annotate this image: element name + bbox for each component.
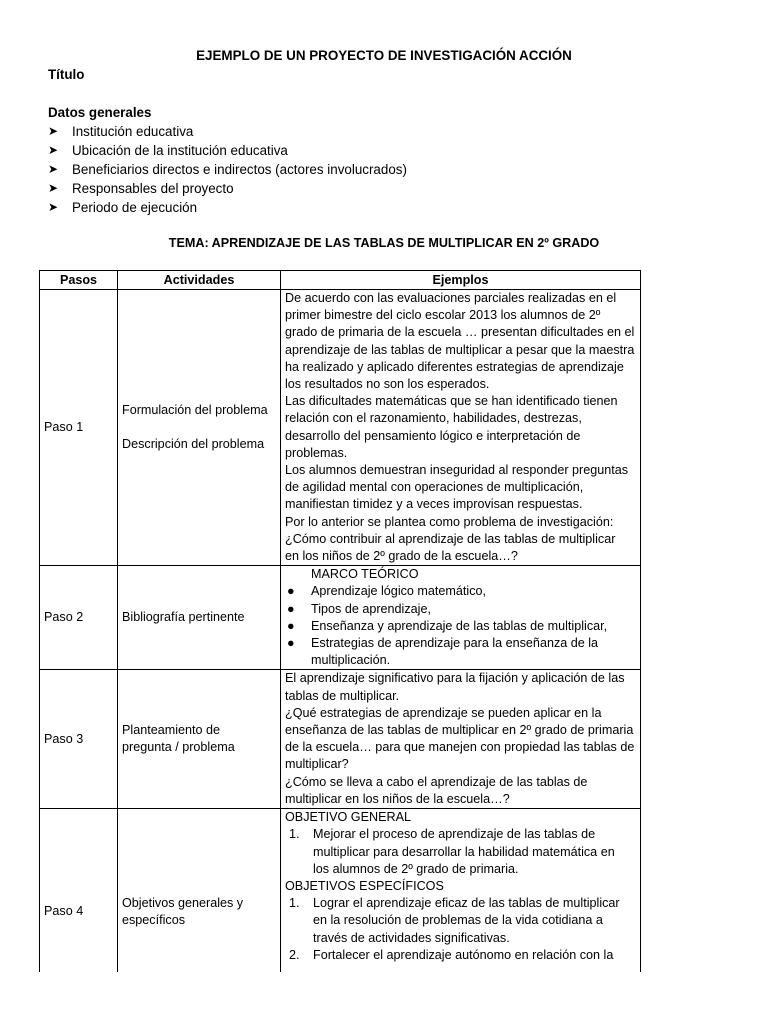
arrow-bullet-icon: ➤ xyxy=(48,124,59,138)
page-bottom-margin xyxy=(0,972,768,1024)
marco-teorico-heading: MARCO TEÓRICO xyxy=(311,567,419,582)
paso-cell: Paso 4 xyxy=(40,809,118,1016)
table-row xyxy=(40,670,641,809)
list-item: ➤ Periodo de ejecución xyxy=(48,200,198,215)
dot-bullet-icon: ● xyxy=(287,618,295,633)
ejemplo-cell: El aprendizaje significativo para la fijación y aplicación de las tablas de multiplicar. ¿Qué estrategias de aprendizaje se pueden aplicar en la enseñanza de las tablas de multiplicar en 2º grado de primaria de la escuela… para que manejen con propiedad las tablas de multiplicar? ¿Cómo se lleva a cabo el aprendizaje de las tablas de multiplicar en los niños de la escuela…? xyxy=(281,670,641,809)
datos-generales-label: Datos generales xyxy=(48,105,152,120)
objetivos-especificos-heading: OBJETIVOS ESPECÍFICOS xyxy=(285,878,444,893)
list-item: ● Tipos de aprendizaje, xyxy=(285,601,636,618)
paso-cell: Paso 2 xyxy=(40,566,118,670)
arrow-bullet-icon: ➤ xyxy=(48,162,59,176)
actividad-cell: Objetivos generales y específicos xyxy=(118,809,281,1016)
table-row xyxy=(40,566,641,670)
list-item: ● Estrategias de aprendizaje para la enseñanza de la multiplicación. xyxy=(285,635,636,669)
header-actividades: Actividades xyxy=(118,271,281,290)
list-item: ➤ Institución educativa xyxy=(48,124,194,139)
arrow-bullet-icon: ➤ xyxy=(48,200,59,214)
header-ejemplos: Ejemplos xyxy=(281,271,641,290)
dot-bullet-icon: ● xyxy=(287,636,295,651)
dot-bullet-icon: ● xyxy=(287,584,295,599)
datos-generales-list xyxy=(48,122,407,217)
arrow-bullet-icon: ➤ xyxy=(48,181,59,195)
list-item: 1. Lograr el aprendizaje eficaz de las tablas de multiplicar en la resolución de problemas de la vida cotidiana a través de actividades significativas. xyxy=(289,896,620,945)
list-item: 1. Mejorar el proceso de aprendizaje de las tablas de multiplicar para desarrollar la habilidad matemática en los alumnos de 2º grado de primaria. xyxy=(289,827,615,876)
list-item: ● Enseñanza y aprendizaje de las tablas de multiplicar, xyxy=(285,618,636,635)
paso-cell: Paso 3 xyxy=(40,670,118,809)
steps-table xyxy=(39,270,641,1016)
tema-heading: TEMA: APRENDIZAJE DE LAS TABLAS DE MULTIPLICAR EN 2º GRADO xyxy=(168,236,600,250)
objetivo-general-heading: OBJETIVO GENERAL xyxy=(285,810,411,825)
arrow-bullet-icon: ➤ xyxy=(48,143,59,157)
actividad-cell: Planteamiento de pregunta / problema xyxy=(118,670,281,809)
ejemplo-cell: De acuerdo con las evaluaciones parciales realizadas en el primer bimestre del ciclo escolar 2013 los alumnos de 2º grado de primaria de la escuela … presentan dificultades en el aprendizaje de las tablas de multiplicar a pesar que la maestra ha realizado y aplicado diferentes estrategias de aprendizaje los resultados no son los esperados. Las dificultades matemáticas que se han identificado tienen relación con el razonamiento, habilidades, destrezas, desarrollo del pensamiento lógico e interpretación de problemas. Los alumnos demuestran inseguridad al responder preguntas de agilidad mental con operaciones de multiplicación, manifiestan timidez y a veces improvisan respuestas. Por lo anterior se plantea como problema de investigación: ¿Cómo contribuir al aprendizaje de las tablas de multiplicar en los niños de 2º grado de la escuela…? xyxy=(281,290,641,566)
list-item: 2. Fortalecer el aprendizaje autónomo en relación con la xyxy=(289,947,614,962)
list-item: ➤ Beneficiarios directos e indirectos (actores involucrados) xyxy=(48,162,407,177)
list-item: ➤ Responsables del proyecto xyxy=(48,181,234,196)
actividad-cell: Formulación del problema Descripción del problema xyxy=(118,290,281,566)
list-item: ➤ Ubicación de la institución educativa xyxy=(48,143,288,158)
actividad-cell: Bibliografía pertinente xyxy=(118,566,281,670)
header-pasos: Pasos xyxy=(40,271,118,290)
titulo-label: Título xyxy=(48,67,85,82)
document-title: EJEMPLO DE UN PROYECTO DE INVESTIGACIÓN ACCIÓN xyxy=(196,48,572,63)
table-header-row xyxy=(40,271,641,290)
list-item: ● Aprendizaje lógico matemático, xyxy=(285,583,636,600)
ejemplo-cell xyxy=(281,566,641,670)
dot-bullet-icon: ● xyxy=(287,601,295,616)
table-row xyxy=(40,290,641,566)
paso-cell: Paso 1 xyxy=(40,290,118,566)
